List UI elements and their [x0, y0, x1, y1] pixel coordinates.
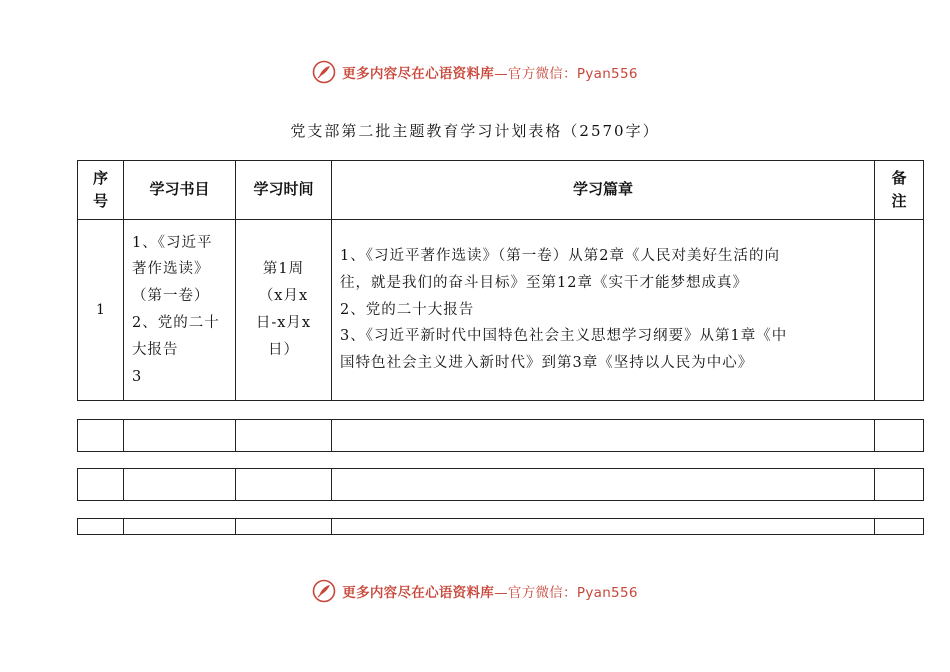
chapter-line: 2、党的二十大报告	[340, 301, 475, 318]
chapter-line: 往，就是我们的奋斗目标》至第12章《实干才能梦想成真》	[340, 274, 748, 291]
cell-time	[236, 220, 332, 401]
watermark-bottom	[0, 579, 950, 603]
feather-pen-logo-icon	[312, 60, 336, 84]
watermark-text: 更多内容尽在心语资料库—官方微信：Pyan556	[342, 585, 638, 601]
header-time: 学习时间	[236, 161, 332, 220]
book-line: 大报告	[132, 341, 179, 358]
empty-cell	[124, 519, 236, 535]
empty-cell	[875, 469, 924, 501]
book-line: 3	[132, 368, 143, 385]
header-note: 备注	[875, 161, 924, 220]
empty-cell	[78, 519, 124, 535]
empty-cell	[124, 420, 236, 452]
empty-table-row-2	[77, 468, 924, 501]
book-line: 著作选读》	[132, 261, 210, 278]
watermark-top	[0, 60, 950, 84]
header-chapter: 学习篇章	[332, 161, 875, 220]
empty-cell	[236, 519, 332, 535]
book-line: 2、党的二十	[132, 315, 220, 331]
study-plan-table	[77, 160, 924, 401]
empty-cell	[875, 519, 924, 535]
empty-cell	[332, 469, 875, 501]
table-row	[78, 220, 924, 401]
empty-table-row-1	[77, 419, 924, 452]
empty-cell	[236, 469, 332, 501]
empty-cell	[332, 420, 875, 452]
time-line: （x月x	[258, 288, 309, 305]
empty-cell	[332, 519, 875, 535]
empty-cell	[78, 469, 124, 501]
time-line: 第1周	[262, 261, 305, 278]
empty-table-row-3	[77, 518, 924, 535]
cell-book	[124, 220, 236, 401]
empty-cell	[78, 420, 124, 452]
cell-chapter	[332, 220, 875, 401]
empty-cell	[875, 420, 924, 452]
cell-no: 1	[78, 220, 124, 401]
chapter-line: 1、《习近平著作选读》（第一卷）从第2章《人民对美好生活的向	[340, 247, 780, 264]
cell-note	[875, 220, 924, 401]
header-book: 学习书目	[124, 161, 236, 220]
chapter-line: 3、《习近平新时代中国特色社会主义思想学习纲要》从第1章《中	[340, 328, 788, 345]
header-no: 序号	[78, 161, 124, 220]
book-line: 1、《习近平	[132, 234, 213, 251]
book-line: （第一卷）	[132, 288, 210, 305]
table-header-row	[78, 161, 924, 220]
feather-pen-logo-icon	[312, 579, 336, 603]
document-title: 党支部第二批主题教育学习计划表格（2570字）	[290, 122, 660, 140]
empty-cell	[236, 420, 332, 452]
empty-cell	[124, 469, 236, 501]
time-line: 日）	[268, 341, 299, 358]
watermark-text: 更多内容尽在心语资料库—官方微信：Pyan556	[342, 66, 638, 82]
chapter-line: 国特色社会主义进入新时代》到第3章《坚持以人民为中心》	[340, 355, 754, 372]
time-line: 日-x月x	[255, 315, 312, 331]
